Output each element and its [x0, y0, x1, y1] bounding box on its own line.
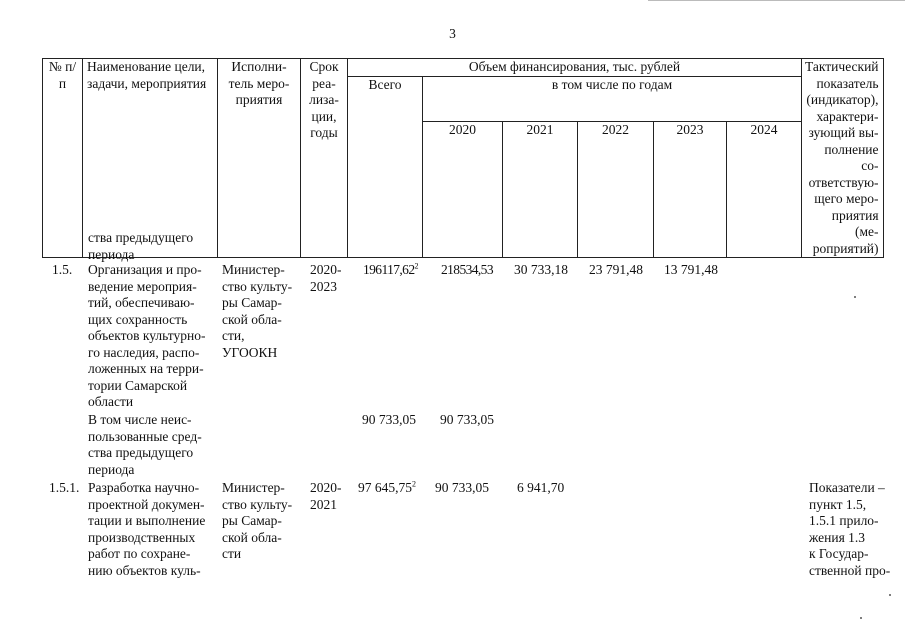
scan-speck: [860, 617, 862, 619]
row-1-5-1-indicator: Показатели – пункт 1.5, 1.5.1 прило- жения 1.3 к Государ- ственной про-: [809, 480, 891, 578]
row-1-5-y2022: 23 791,48: [589, 262, 643, 277]
row-1-5-1-num: 1.5.1.: [49, 480, 80, 495]
header-name: Наименование цели, задачи, мероприятия: [83, 59, 218, 258]
header-indicator: Тактический показатель (индикатор), характери- зующий вы- полнение со- ответствую- щего меро- приятия (ме- роприятий): [802, 59, 884, 258]
header-year-2021: 2021: [503, 122, 578, 258]
row-1-5-num: 1.5.: [52, 262, 73, 277]
scan-speck: [854, 296, 856, 298]
row-1-5-total: 196117,62$^2$: [363, 261, 419, 277]
continued-name: ства предыдущего периода: [88, 230, 194, 262]
header-num: № п/п: [43, 59, 83, 258]
row-1-5-y2020: 218534,53: [441, 262, 493, 277]
row-1-5-1-y2020: 90 733,05: [435, 480, 489, 495]
incl-unused-total: 90 733,05: [362, 412, 416, 427]
row-1-5-1-total: 97 645,75$^2$: [358, 479, 416, 495]
header-executor: Исполни- тель меро- приятия: [218, 59, 301, 258]
row-1-5-y2021: 30 733,18: [514, 262, 568, 277]
row-1-5-1-executor: Министер- ство культу- ры Самар- ской обла- сти: [222, 480, 293, 561]
header-by-year: в том числе по годам: [423, 76, 802, 122]
row-1-5-name: Организация и про- ведение мероприя- тий, обеспечиваю- щих сохранность объектов культурно- го наследия, распо- ложенных на терри- тории Самарской области: [88, 262, 206, 409]
header-term: Срок реа- лиза- ции, годы: [301, 59, 348, 258]
row-1-5-1-y2021: 6 941,70: [517, 480, 565, 495]
row-1-5-1-term: 2020- 2021: [310, 480, 342, 512]
row-1-5-1-total-note: 2: [412, 479, 416, 489]
header-year-2024: 2024: [727, 122, 802, 258]
table-header: [42, 58, 884, 258]
row-1-5-y2023: 13 791,48: [664, 262, 718, 277]
header-year-2022: 2022: [578, 122, 654, 258]
header-year-2023: 2023: [654, 122, 727, 258]
row-1-5-total-note: 2: [414, 261, 419, 271]
row-1-5-1-name: Разработка научно- проектной докумен- тации и выполнение производственных работ по сохране- нию объектов куль-: [88, 480, 206, 578]
incl-unused-name: В том числе неис- пользованные сред- ства предыдущего периода: [88, 412, 202, 477]
header-total: Всего: [348, 76, 423, 258]
scan-speck: [889, 594, 891, 596]
header-year-2020: 2020: [423, 122, 503, 258]
header-funding: Объем финансирования, тыс. рублей: [348, 59, 802, 77]
incl-unused-y2020: 90 733,05: [440, 412, 494, 427]
row-1-5-executor: Министер- ство культу- ры Самар- ской обла- сти, УГООКН: [222, 262, 293, 360]
row-1-5-term: 2020- 2023: [310, 262, 342, 294]
top-edge-rule: [648, 0, 905, 1]
page-number: 3: [449, 26, 456, 41]
